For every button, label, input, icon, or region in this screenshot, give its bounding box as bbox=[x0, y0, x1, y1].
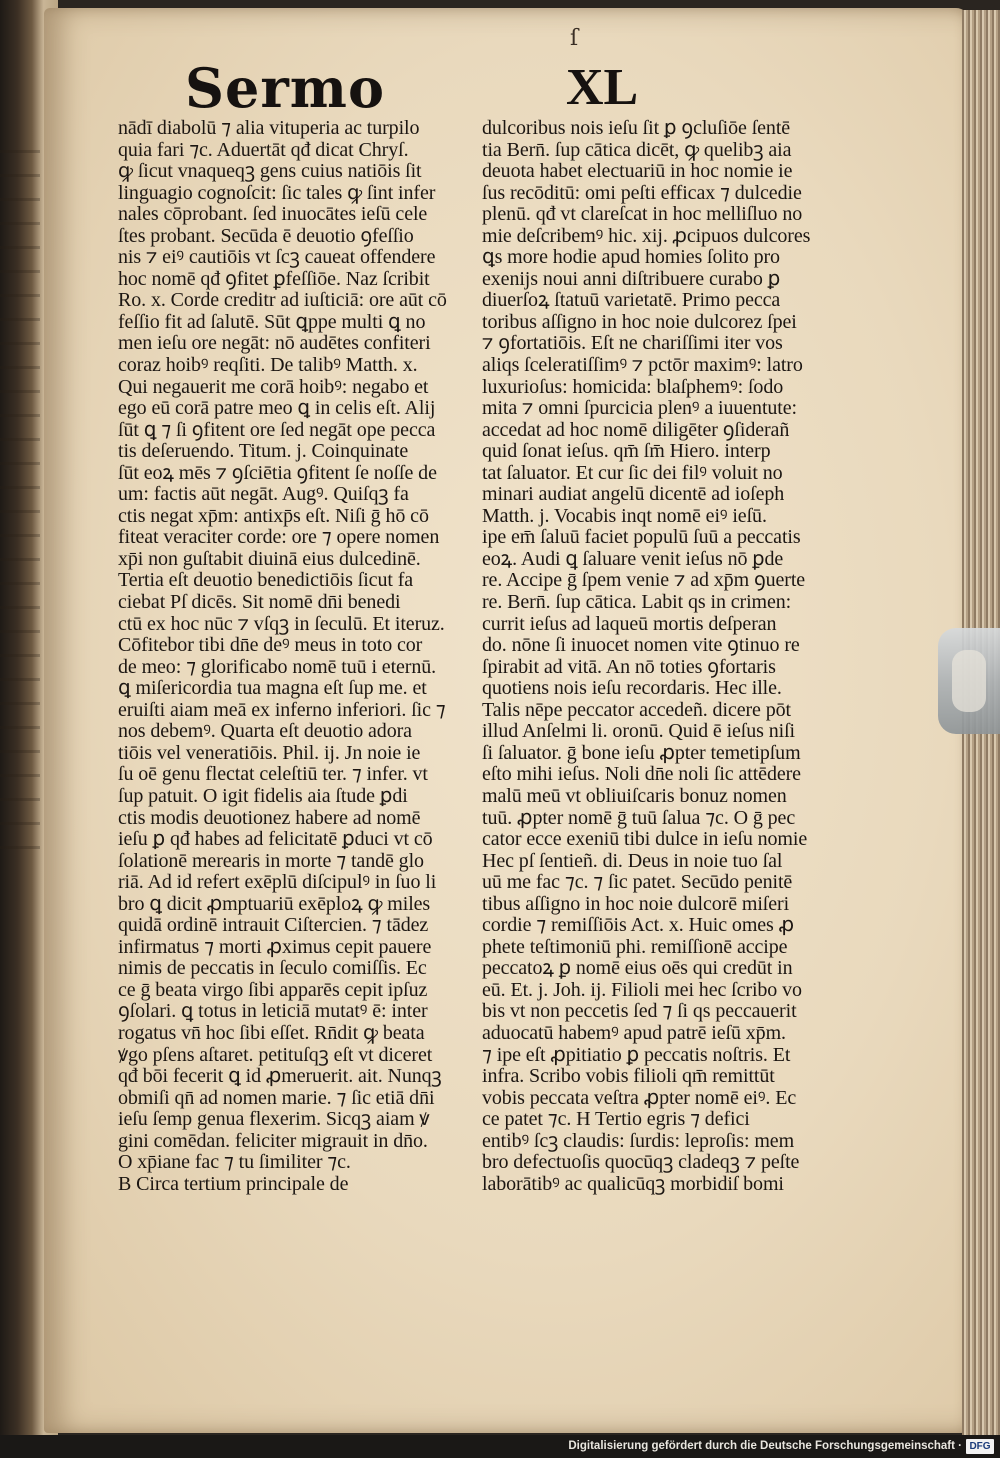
text-line: de meo: ⁊ glorificabo nomē tuū i eternū. bbox=[118, 656, 437, 678]
text-line: ſūt ꝗ ⁊ ſi ꝯfitent ore ſed negāt ope pecca bbox=[118, 419, 436, 441]
text-line: eū. Et. j. Joh. ij. Filioli mei hec ſcribo vo bbox=[482, 979, 802, 1001]
page-clip-window bbox=[952, 650, 986, 712]
text-line: infirmatus ⁊ morti ꝓximus cepit pauere bbox=[118, 936, 432, 958]
text-line: cordie ⁊ remiſſiōis Act. x. Huic omes ꝓ bbox=[482, 915, 795, 937]
text-line: diuerſoꝝ ſtatuū varietatē. Primo pecca bbox=[482, 290, 781, 312]
text-line: mita ⁊ omni ſpurcicia plenꝰ a iuuentute: bbox=[482, 398, 797, 420]
text-line: laborātibꝰ ac qualicūqꝫ morbidiſ bomi bbox=[482, 1173, 784, 1195]
text-line: aduocatū habemꝰ apud patrē ieſū xp̄m. bbox=[482, 1022, 786, 1044]
text-line: B Circa tertium principale de bbox=[118, 1173, 349, 1195]
text-line: Ro. x. Corde creditr ad iuſticiā: ore aūt cō bbox=[118, 290, 447, 312]
text-line: ꝙ ſicut vnaqueqꝫ gens cuius natiōis ſit bbox=[118, 161, 422, 183]
text-line: ⁊ ipe eſt ꝓpitiatio ꝑ peccatis noſtris. Et bbox=[482, 1044, 791, 1066]
text-line: accedat ad hoc nomē diligēter ꝯſiderañ bbox=[482, 419, 790, 441]
text-line: eſto mihi ieſus. Noli dn̄e noli ſic attēdere bbox=[482, 764, 801, 786]
text-line: tibus aſſigno in hoc noie dulcorē miſeri bbox=[482, 893, 790, 915]
text-line: luxurioſus: homicida: blaſphemꝰ: ſodo bbox=[482, 376, 784, 398]
text-line: toribus aſſigno in hoc noie dulcorez ſpei bbox=[482, 311, 797, 333]
text-line: quidā ordinē intrauit Ciſtercien. ⁊ tādez bbox=[118, 915, 429, 937]
text-line: bis vt non peccetis ſed ⁊ ſi qs peccauerit bbox=[482, 1001, 797, 1023]
text-line: ego eū corā patre meo ꝗ in celis eſt. Alij bbox=[118, 398, 436, 420]
text-line: nos debemꝰ. Quarta eſt deuotio adora bbox=[118, 721, 412, 743]
text-line: rogatus vn̄ hoc ſibi eſſet. Rn̄dit ꝙ beata bbox=[118, 1022, 425, 1044]
text-line: ſtes probant. Secūda ē deuotio ꝯfeſſio bbox=[118, 225, 414, 247]
text-line: men ieſu ore negāt: nō audētes confiteri bbox=[118, 333, 431, 355]
text-line: Cōfitebor tibi dn̄e deꝰ meus in toto cor bbox=[118, 635, 423, 657]
text-line: O xp̄iane fac ⁊ tu ſimiliter ⁊c. bbox=[118, 1152, 351, 1174]
text-line: Tertia eſt deuotio benedictiōis ſicut fa bbox=[118, 570, 414, 592]
text-column-right bbox=[482, 118, 842, 1195]
text-line: ſi ſaluator. ḡ bone ieſu ꝓpter temetipſum bbox=[482, 742, 801, 764]
text-line: qđ bōi fecerit ꝗ id ꝓmeruerit. ait. Nunqꝫ bbox=[118, 1066, 442, 1088]
text-line: malū meū vt obliuiſcaris bonuz nomen bbox=[482, 785, 787, 807]
text-line: currit ieſus ad laqueū mortis deſperan bbox=[482, 613, 777, 635]
text-line: obmiſi qn̄ ad nomen marie. ⁊ ſic etiā dn̄i bbox=[118, 1087, 435, 1109]
text-line: tuū. ꝓpter nomē ḡ tuū ſalua ⁊c. O ḡ pec bbox=[482, 807, 796, 829]
text-line: ⁊ ꝯfortatiōis. Eſt ne chariſſimi iter vos bbox=[482, 333, 783, 355]
text-line: entibꝰ ſcꝫ claudis: ſurdis: leproſis: mem bbox=[482, 1130, 795, 1152]
text-line: Qui negauerit me corā hoibꝰ: negabo et bbox=[118, 376, 429, 398]
text-line: ꝗs more hodie apud homies ſolito pro bbox=[482, 247, 780, 269]
text-line: ieſu ſemp genua flexerim. Sicqꝫ aiam ꝟ bbox=[118, 1109, 430, 1131]
text-line: tiōis vel veneratiōis. Phil. ij. Jn noie ie bbox=[118, 742, 421, 764]
funding-notice: Digitalisierung gefördert durch die Deutsche Forschungsgemeinschaft · bbox=[568, 1440, 962, 1452]
dfg-logo: DFG bbox=[966, 1439, 994, 1454]
text-line: Talis nēpe peccator accedeñ. dicere pōt bbox=[482, 699, 791, 721]
text-line: tat ſaluator. Et cur ſic dei filꝰ voluit no bbox=[482, 462, 783, 484]
text-line: bro ꝗ dicit ꝓmptuariū exēploꝝ ꝙ miles bbox=[118, 893, 431, 915]
text-line: ieſu ꝑ qđ habes ad felicitatē ꝑduci vt cō bbox=[118, 829, 433, 851]
text-column-left bbox=[118, 118, 490, 1195]
text-line: ciebat Pſ dicēs. Sit nomē dn̄i benedi bbox=[118, 592, 401, 614]
text-line: nādī diabolū ⁊ alia vituperia ac turpilo bbox=[118, 118, 420, 139]
text-line: tia Bern̄. ſup cātica dicēt, ꝙ quelibꝫ aia bbox=[482, 139, 792, 161]
text-line: nales cōprobant. ſed inuocātes ieſū cele bbox=[118, 204, 428, 226]
footer-bar bbox=[0, 1435, 1000, 1458]
running-title: Sermo bbox=[185, 56, 385, 120]
text-line: ſu oē genu flectat celeſtiū ter. ⁊ infer. vt bbox=[118, 764, 428, 786]
text-line: ctū ex hoc nūc ⁊ vſqꝫ in ſeculū. Et iteruz. bbox=[118, 613, 445, 635]
text-line: phete teſtimoniū phi. remiſſionē accipe bbox=[482, 936, 788, 958]
text-line: coraz hoibꝰ reqſiti. De talibꝰ Matth. x. bbox=[118, 355, 418, 377]
text-line: ipe em̄ ſaluū faciet populū ſuū a peccatis bbox=[482, 527, 801, 549]
text-line: peccatoꝝ ꝑ nomē eius oēs qui credūt in bbox=[482, 958, 793, 980]
text-line: do. nōne ſi inuocet nomen vite ꝯtinuo re bbox=[482, 635, 800, 657]
text-line: ſup patuit. O igit fidelis aia ſtude ꝑdi bbox=[118, 785, 408, 807]
text-line: nis ⁊ eiꝰ cautiōis vt ſcꝫ caueat offendere bbox=[118, 247, 436, 269]
text-line: hoc nomē qđ ꝯfitet ꝑfeſſiōe. Naz ſcribit bbox=[118, 268, 430, 290]
text-line: deuota habet electuariū in hoc nomie ie bbox=[482, 161, 793, 183]
text-line: eruiſti aiam meā ex inferno inferiori. ſic ⁊ bbox=[118, 699, 446, 721]
text-line: re. Accipe ḡ ſpem venie ⁊ ad xp̄m ꝯuerte bbox=[482, 570, 806, 592]
text-line: bro defectuoſis quocūqꝫ cladeqꝫ ⁊ peſte bbox=[482, 1152, 800, 1174]
text-line: uū me fac ⁊c. ⁊ ſic patet. Secūdo penitē bbox=[482, 872, 793, 894]
text-line: gini comēdan. feliciter migrauit in dn̄o. bbox=[118, 1130, 428, 1152]
text-line: re. Bern̄. ſup cātica. Labit qs in crimen: bbox=[482, 592, 792, 614]
text-line: fiteat veraciter corde: ore ⁊ opere nomen bbox=[118, 527, 440, 549]
text-line: minari audiat angelū dicentē ad ioſeph bbox=[482, 484, 785, 506]
text-line: ctis negat xp̄m: antixp̄s eſt. Niſi ḡ hō cō bbox=[118, 505, 429, 527]
folio-number: XL bbox=[566, 59, 639, 116]
text-line: aliqs ſceleratiſſimꝰ ⁊ pctōr maximꝰ: latro bbox=[482, 355, 803, 377]
text-line: ꝟgo pſens aſtaret. petituſqꝫ eſt vt diceret bbox=[118, 1044, 433, 1066]
text-line: xp̄i non guſtabit diuinā eius dulcedinē. bbox=[118, 548, 421, 570]
text-line: nimis de peccatis in ſeculo comiſſis. Ec bbox=[118, 958, 427, 980]
text-line: ſpirabit ad vitā. An nō toties ꝯfortaris bbox=[482, 656, 776, 678]
text-line: Matth. j. Vocabis inqt nomē eiꝰ ieſū. bbox=[482, 505, 767, 527]
text-line: quid ſonat ieſus. qm̄ ſm̄ Hiero. interp bbox=[482, 441, 771, 463]
facing-page-edge bbox=[0, 150, 40, 850]
text-line: feſſio fit ad ſalutē. Sūt ꝗppe multi ꝗ no bbox=[118, 311, 426, 333]
text-line: ce ḡ beata virgo ſibi apparēs cepit ipſuz bbox=[118, 979, 428, 1001]
text-line: ſūt eoꝝ mēs ⁊ ꝯſciētia ꝯfitent ſe noſſe de bbox=[118, 462, 437, 484]
text-line: plenū. qđ vt clareſcat in hoc melliſluo no bbox=[482, 204, 803, 226]
text-line: eoꝝ. Audi ꝗ ſaluare venit ieſus nō ꝑde bbox=[482, 548, 784, 570]
text-line: ꝯſolari. ꝗ totus in leticiā mutatꝰ ē: inter bbox=[118, 1001, 428, 1023]
text-line: quia fari ⁊c. Aduertāt qđ dicat Chryſ. bbox=[118, 139, 409, 161]
text-line: vobis peccata veſtra ꝓpter nomē eiꝰ. Ec bbox=[482, 1087, 797, 1109]
text-line: um: factis aūt negāt. Augꝰ. Quiſqꝫ fa bbox=[118, 484, 409, 506]
text-line: ce patet ⁊c. H Tertio egris ⁊ defici bbox=[482, 1109, 750, 1131]
text-line: infra. Scribo vobis filioli qm̄ remittūt bbox=[482, 1066, 775, 1088]
text-line: riā. Ad id refert exēplū diſcipulꝰ in ſuo li bbox=[118, 872, 437, 894]
text-line: mie deſcribemꝰ hic. xij. ꝓcipuos dulcores bbox=[482, 225, 811, 247]
text-line: Hec pſ ſentieñ. di. Deus in noie tuo ſal bbox=[482, 850, 783, 872]
text-line: linguagio cognoſcit: ſic tales ꝙ ſint infer bbox=[118, 182, 436, 204]
text-line: quotiens nois ieſu recordaris. Hec ille. bbox=[482, 678, 782, 700]
text-line: tis deſeruendo. Titum. j. Coinquinate bbox=[118, 441, 409, 463]
text-line: ſolationē merearis in morte ⁊ tandē glo bbox=[118, 850, 424, 872]
text-line: ctis modis deuotionez habere ad nomē bbox=[118, 807, 421, 829]
text-line: illud Anſelmi li. oronū. Quid ē ieſus niſi bbox=[482, 721, 796, 743]
text-line: dulcoribus nois ieſu ſit ꝑ ꝯcluſiōe ſentē bbox=[482, 118, 791, 139]
text-line: exenijs noui anni diſtribuere curabo ꝑ bbox=[482, 268, 781, 290]
text-line: ꝗ miſericordia tua magna eſt ſup me. et bbox=[118, 678, 427, 700]
margin-mark: ſ bbox=[570, 26, 579, 51]
text-line: ſus recōditū: omi peſti efficax ⁊ dulcedie bbox=[482, 182, 802, 204]
text-line: cator ecce exeniū tibi dulce in ieſu nomie bbox=[482, 829, 808, 851]
